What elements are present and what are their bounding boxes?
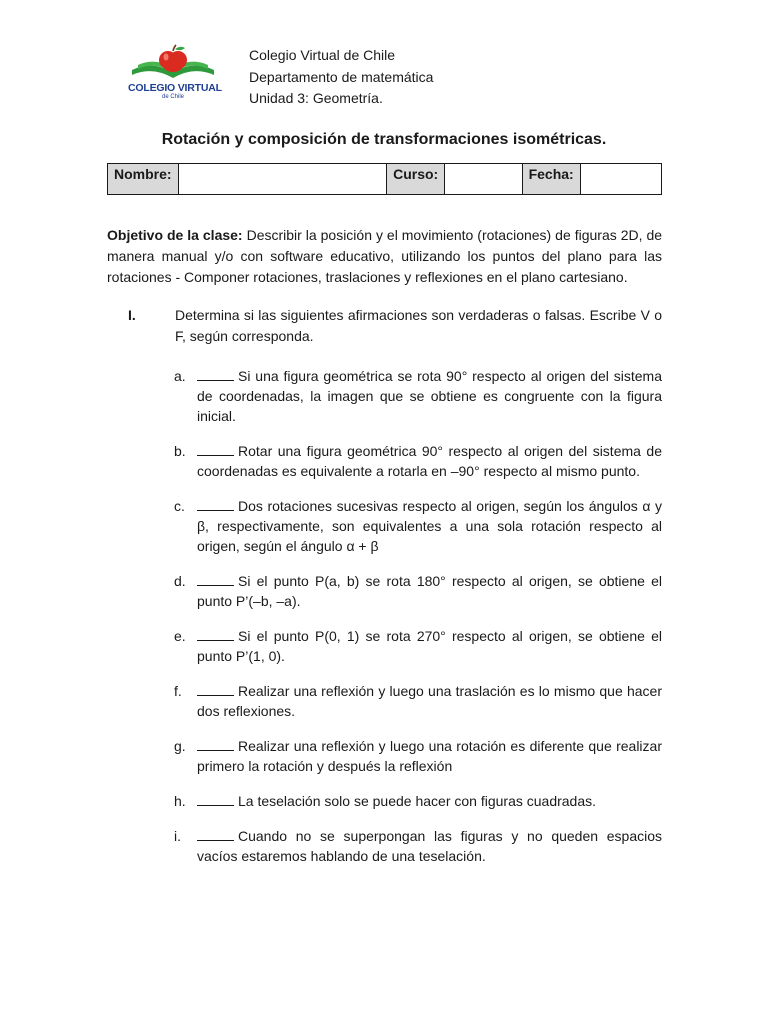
- item-text: Realizar una reflexión y luego una traslación es lo mismo que hacer dos reflexiones.: [197, 683, 662, 719]
- answer-blank[interactable]: [197, 682, 234, 696]
- item-text: Cuando no se superpongan las figuras y no queden espacios vacíos estaremos hablando de una teselación.: [197, 828, 662, 864]
- date-label: Fecha:: [522, 164, 580, 195]
- item-letter: g.: [174, 738, 186, 754]
- item-text: Si el punto P(0, 1) se rota 270° respecto al origen, se obtiene el punto P’(1, 0).: [197, 628, 662, 664]
- school-logo: [128, 44, 222, 108]
- student-info-table: [107, 163, 662, 195]
- answer-blank[interactable]: [197, 627, 234, 641]
- school-name: Colegio Virtual de Chile: [249, 47, 396, 63]
- item-letter: c.: [174, 498, 185, 514]
- department-name: Departamento de matemática: [249, 68, 434, 85]
- statement-item: [174, 366, 662, 426]
- section-number: I.: [128, 307, 136, 323]
- objective-label: Objetivo de la clase:: [107, 227, 243, 243]
- statement-item: [174, 496, 662, 556]
- logo-text: COLEGIO VIRTUAL: [128, 82, 222, 94]
- answer-blank[interactable]: [197, 442, 234, 456]
- item-letter: i.: [174, 828, 181, 844]
- item-text: Si una figura geométrica se rota 90° respecto al origen del sistema de coordenadas, la imagen que se obtiene es congruente con la figura inicial.: [197, 368, 662, 424]
- item-text: Si el punto P(a, b) se rota 180° respecto al origen, se obtiene el punto P’(–b, –a).: [197, 573, 662, 609]
- answer-blank[interactable]: [197, 737, 234, 751]
- statement-item: [174, 826, 662, 866]
- answer-blank[interactable]: [197, 367, 234, 381]
- item-letter: f.: [174, 683, 182, 699]
- item-text: La teselación solo se puede hacer con figuras cuadradas.: [238, 793, 597, 809]
- unit-name: Unidad 3: Geometría.: [249, 90, 383, 106]
- statement-item: [174, 441, 662, 481]
- item-letter: b.: [174, 443, 186, 459]
- document-title: Rotación y composición de transformaciones isométricas.: [161, 131, 607, 148]
- course-label: Curso:: [387, 164, 445, 195]
- apple-book-icon: [128, 44, 218, 84]
- statement-item: [174, 571, 662, 611]
- item-text: Realizar una reflexión y luego una rotación es diferente que realizar primero la rotación y después la reflexión: [197, 738, 662, 774]
- answer-blank[interactable]: [197, 497, 234, 511]
- objective-text: Describir la posición y el movimiento (rotaciones) de figuras 2D, de manera manual y/o con software educativo, utilizando los puntos del plano para las rotaciones - Componer rotaciones, traslaciones y reflexiones en el plano cartesiano.: [107, 227, 663, 285]
- name-label: Nombre:: [108, 164, 179, 195]
- item-letter: d.: [174, 573, 186, 589]
- logo-subtext: de Chile: [161, 94, 184, 100]
- statement-item: [174, 791, 662, 811]
- name-field[interactable]: [178, 164, 386, 195]
- answer-blank[interactable]: [197, 792, 234, 806]
- class-objective: [107, 225, 662, 288]
- statement-list: [174, 366, 662, 881]
- statement-item: [174, 681, 662, 721]
- item-letter: a.: [174, 368, 186, 384]
- item-letter: e.: [174, 628, 186, 644]
- date-field[interactable]: [580, 164, 661, 195]
- statement-item: [174, 736, 662, 776]
- document-header: [249, 45, 433, 110]
- section-instruction: Determina si las siguientes afirmaciones son verdaderas o falsas. Escribe V o F, según corresponda.: [175, 307, 662, 344]
- course-field[interactable]: [445, 164, 522, 195]
- statement-item: [174, 626, 662, 666]
- item-letter: h.: [174, 793, 186, 809]
- item-text: Dos rotaciones sucesivas respecto al origen, según los ángulos α y β, respectivamente, son equivalentes a una sola rotación respecto al origen, según el ángulo α + β: [197, 498, 662, 554]
- answer-blank[interactable]: [197, 572, 234, 586]
- answer-blank[interactable]: [197, 827, 234, 841]
- item-text: Rotar una figura geométrica 90° respecto al origen del sistema de coordenadas es equivalente a rotarla en –90° respecto al mismo punto.: [197, 443, 662, 479]
